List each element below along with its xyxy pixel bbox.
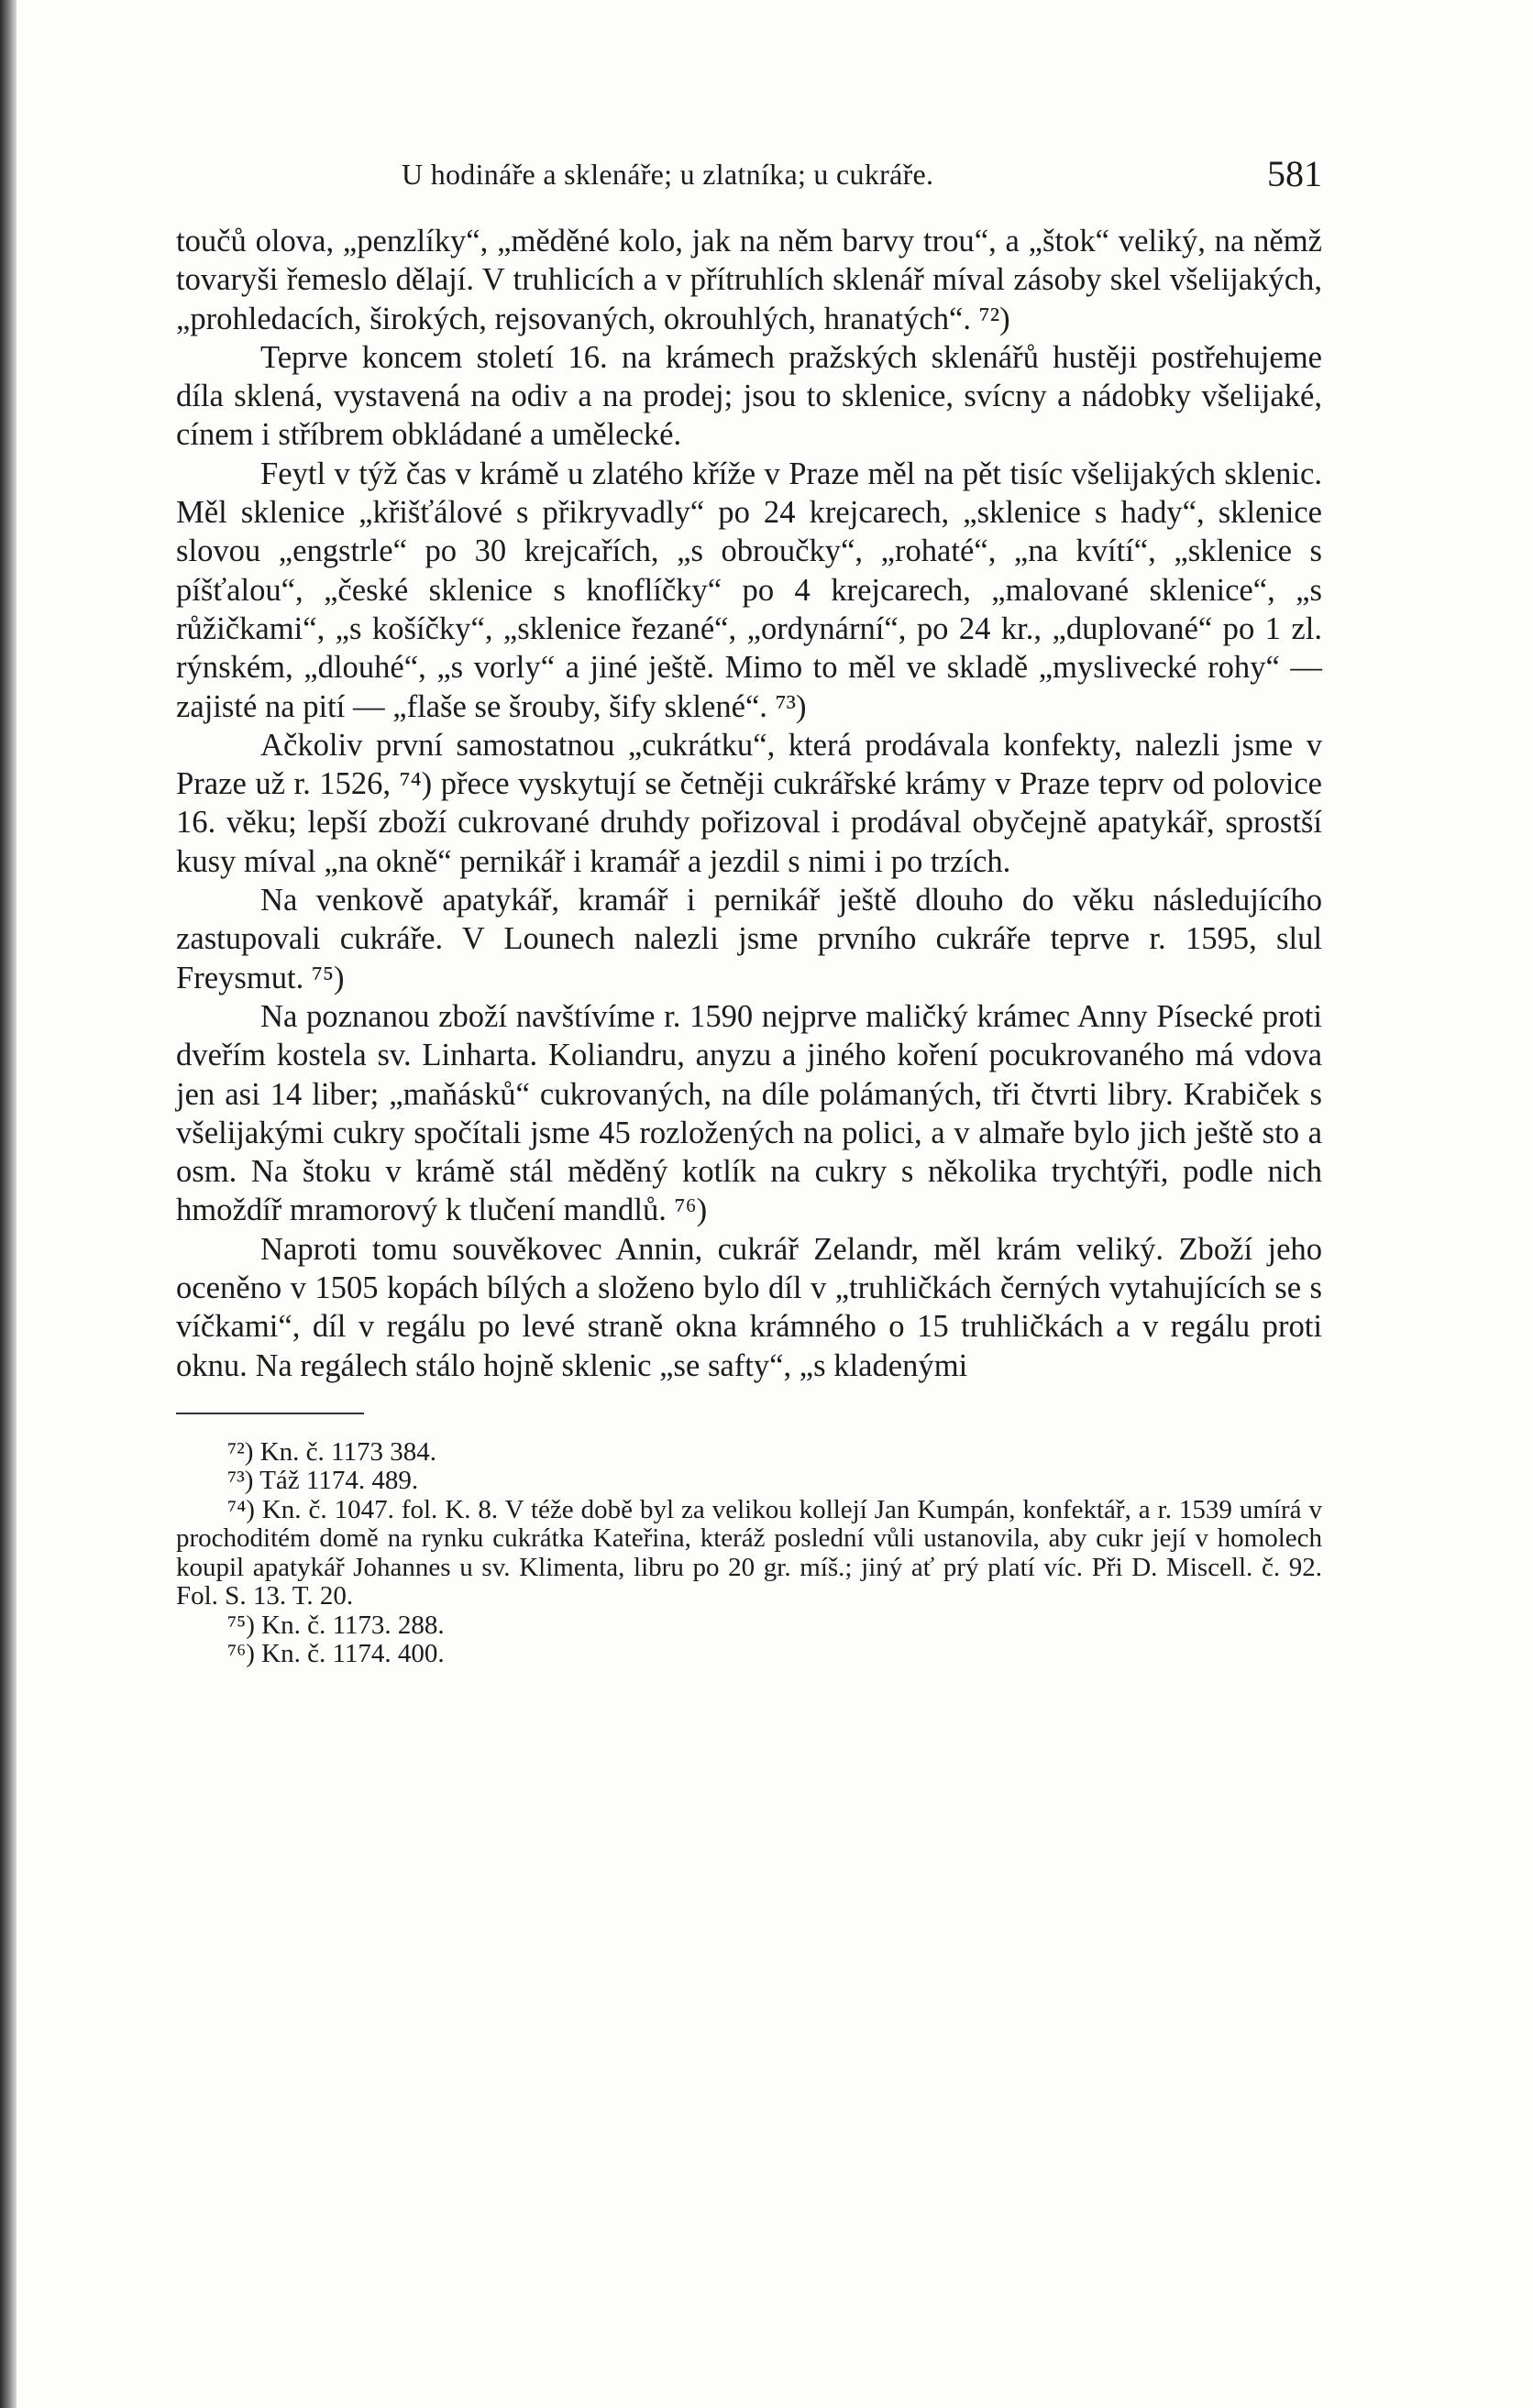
body-text	[176, 222, 1322, 1385]
paragraph-5: Na venkově apatykář, kramář i pernikář ještě dlouho do věku následujícího zastupovali cukráře. V Lounech nalezli jsme prvního cukráře teprve r. 1595, slul Freysmut. ⁷⁵)	[176, 883, 1322, 995]
footnote-73: ⁷³) Táž 1174. 489.	[227, 1466, 419, 1496]
page-number: 581	[1267, 153, 1322, 194]
paragraph-4: Ačkoliv první samostatnou „cukrátku“, která prodávala konfekty, nalezli jsme v Praze už r. 1526, ⁷⁴) přece vyskytují se četněji cukrářské krámy v Praze teprv od polovice 16. věku; lepší zboží cukrované druhdy pořizoval i prodával obyčejně apatykář, sprostší kusy míval „na okně“ pernikář i kramář a jezdil s nimi i po trzích.	[176, 727, 1322, 879]
footnotes	[176, 1438, 1322, 1669]
footnote-74: ⁷⁴) Kn. č. 1047. fol. K. 8. V téže době byl za velikou kollejí Jan Kumpán, konfektář, a r. 1539 umírá v prochoditém domě na rynku cukrátka Kateřina, kteráž poslední vůli ustanovila, aby cukr její v homolech koupil apatykář Johannes u sv. Klimenta, libru po 20 gr. míš.; jiný ať prý platí víc. Při D. Miscell. č. 92. Fol. S. 13. T. 20.	[176, 1494, 1322, 1611]
footnote-72: ⁷²) Kn. č. 1173 384.	[227, 1436, 436, 1467]
running-head	[176, 147, 1322, 211]
paragraph-7: Naproti tomu souvěkovec Annin, cukrář Zelandr, měl krám veliký. Zboží jeho oceněno v 1505 kopách bílých a složeno bylo díl v „truhličkách černých vytahujících se s víčkami“, díl v regálu po levé straně okna krámného o 15 truhličkách a v regálu proti oknu. Na regálech stálo hojně sklenic „se safty“, „s kladenými	[176, 1231, 1322, 1383]
running-title: U hodináře a sklenáře; u zlatníka; u cukráře.	[402, 158, 934, 191]
paragraph-6: Na poznanou zboží navštívíme r. 1590 nejprve maličký krámec Anny Písecké proti dveřím kostela sv. Linharta. Koliandru, anyzu a jiného koření pocukrovaného má vdova jen asi 14 liber; „maňásků“ cukrovaných, na díle polámaných, tři čtvrti libry. Krabiček s všelijakými cukry spočítali jsme 45 rozložených na polici, a v almaře bylo jich ještě sto a osm. Na štoku v krámě stál měděný kotlík na cukry s několika trychtýři, podle nich hmoždíř mramorový k tlučení mandlů. ⁷⁶)	[176, 998, 1322, 1228]
book-page	[176, 147, 1322, 1669]
footnote-76: ⁷⁶) Kn. č. 1174. 400.	[227, 1639, 445, 1669]
paragraph-1: toučů olova, „penzlíky“, „měděné kolo, jak na něm barvy trou“, a „štok“ veliký, na němž tovaryši řemeslo dělají. V truhlicích a v přítruhlích sklenář míval zásoby skel všelijakých, „prohledacích, širokých, rejsovaných, okrouhlých, hranatých“. ⁷²)	[176, 224, 1322, 336]
paragraph-2: Teprve koncem století 16. na krámech pražských sklenářů hustěji postřehujeme díla sklená, vystavená na odiv a na prodej; jsou to sklenice, svícny a nádobky všelijaké, cínem i stříbrem obkládané a umělecké.	[176, 339, 1322, 453]
footnote-75: ⁷⁵) Kn. č. 1173. 288.	[227, 1610, 445, 1640]
scan-left-edge	[0, 0, 17, 2408]
footnote-separator	[176, 1413, 364, 1414]
paragraph-3: Feytl v týž čas v krámě u zlatého kříže v Praze měl na pět tisíc všelijakých sklenic. Měl sklenice „křišťálové s přikryvadly“ po 24 krejcarech, „sklenice s hady“, sklenice slovou „engstrle“ po 30 krejcařích, „s obroučky“, „rohaté“, „na kvítí“, „sklenice s píšťalou“, „české sklenice s knoflíčky“ po 4 krejcarech, „malované sklenice“, „s růžičkami“, „s košíčky“, „sklenice řezané“, „ordynární“, po 24 kr., „duplované“ po 1 zl. rýnském, „dlouhé“, „s vorly“ a jiné ještě. Mimo to měl ve skladě „myslivecké rohy“ — zajisté na pití — „flaše se šrouby, šify sklené“. ⁷³)	[176, 456, 1322, 724]
